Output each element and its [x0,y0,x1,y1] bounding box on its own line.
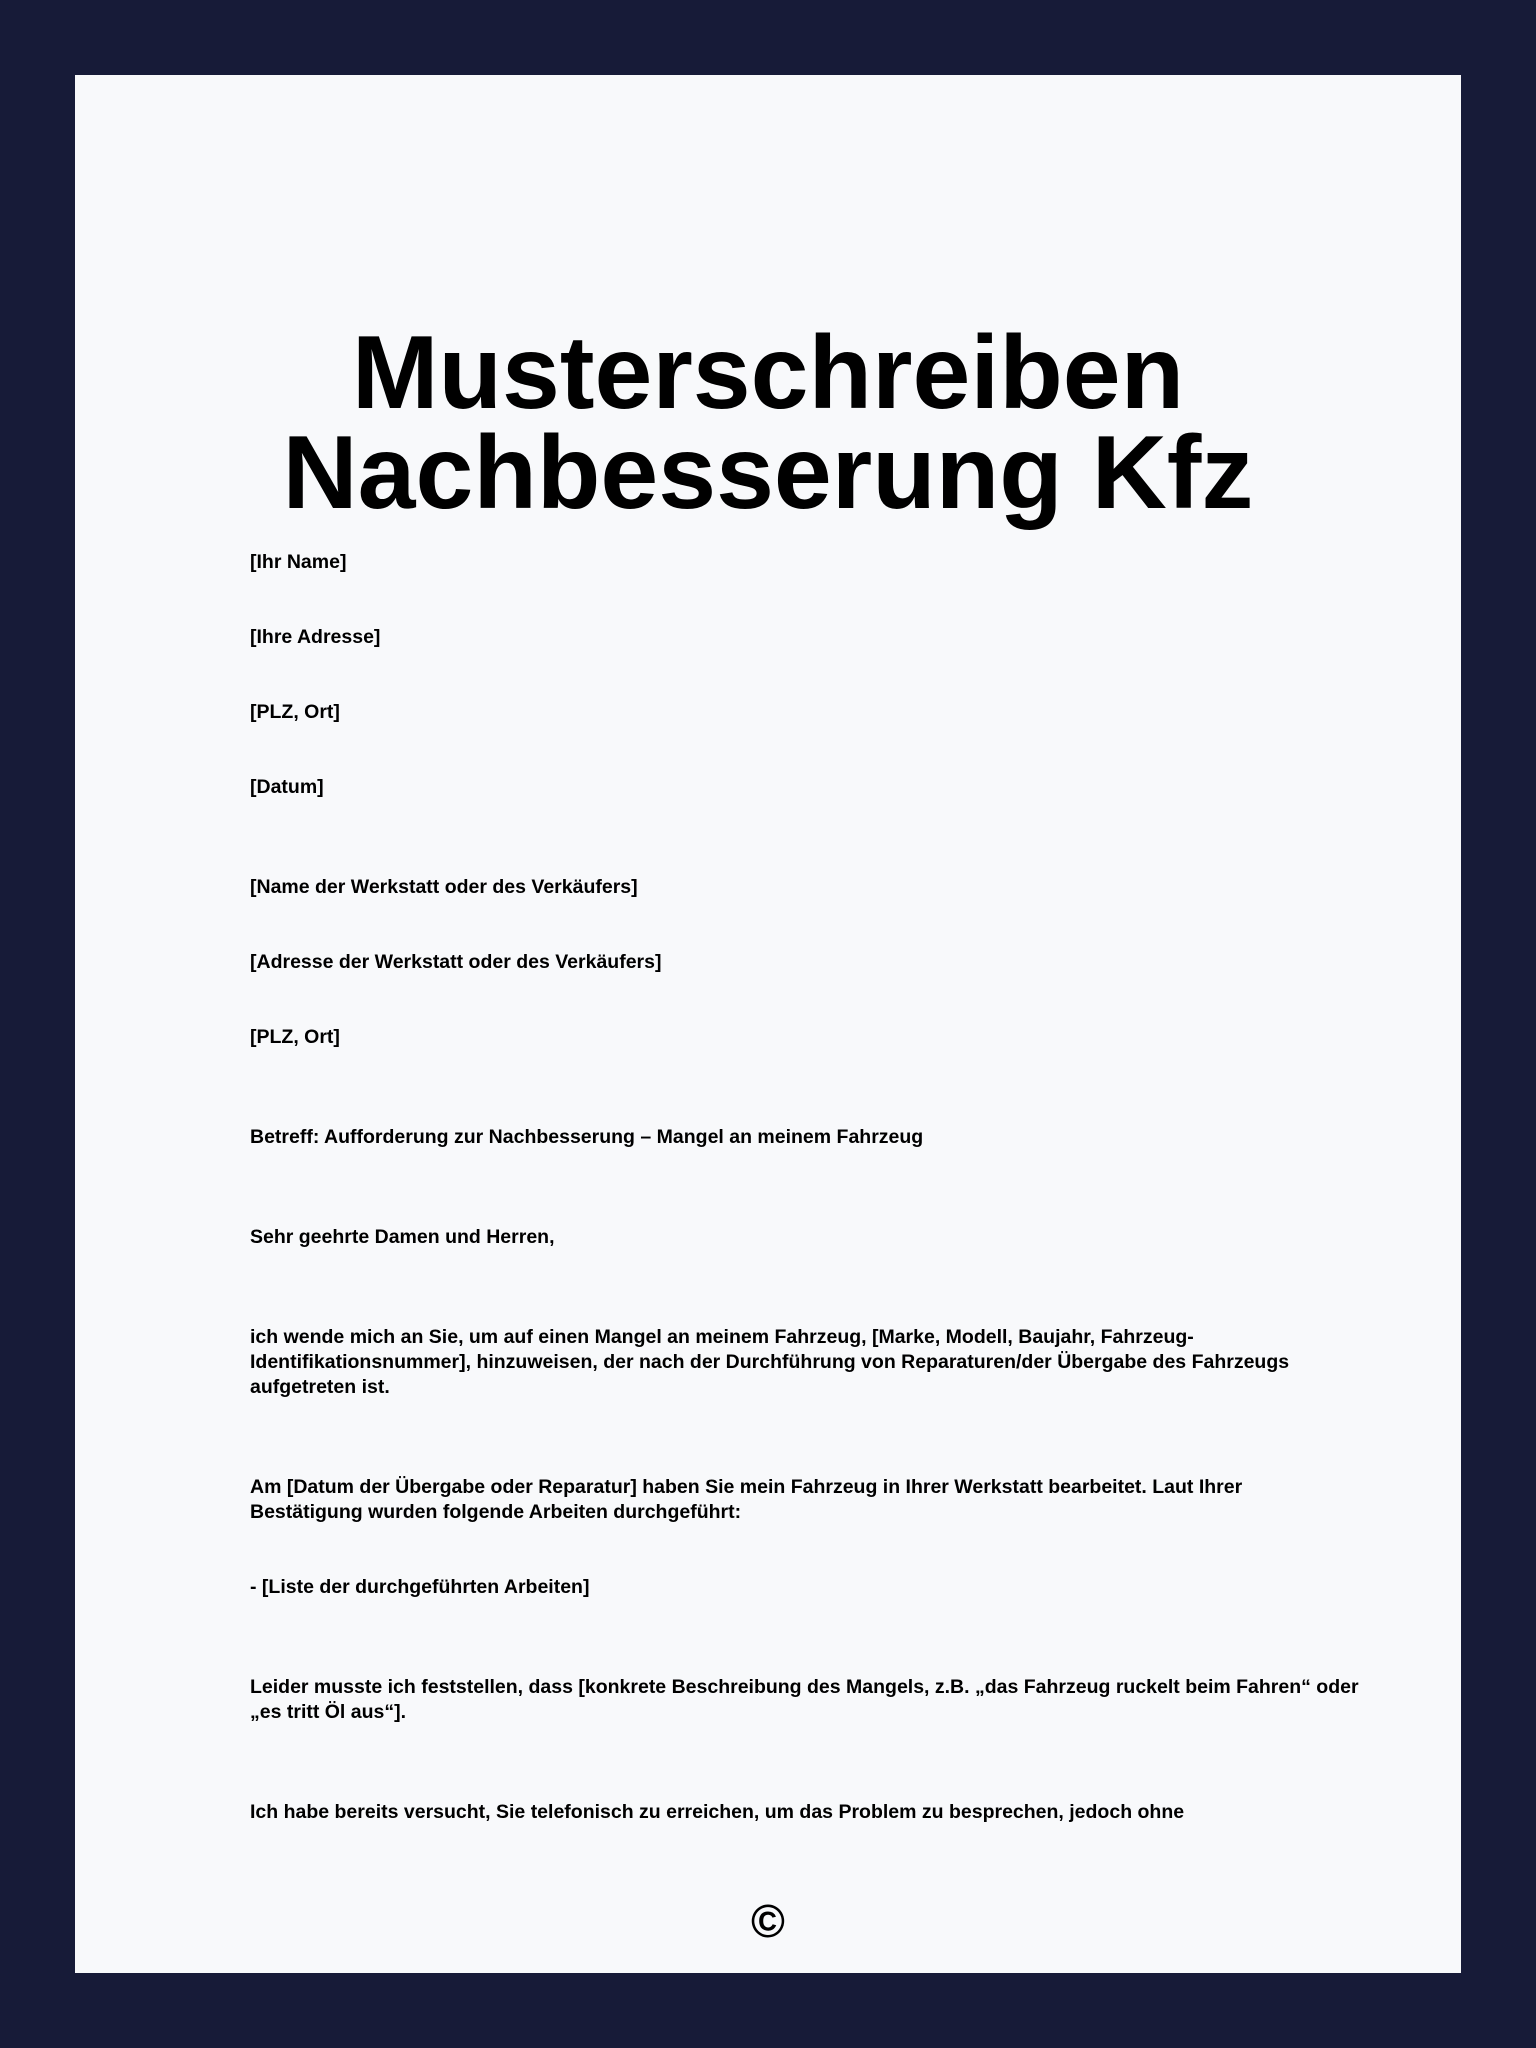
title-line-1: Musterschreiben [351,315,1185,431]
document-page [75,75,1461,1973]
paragraph: ich wende mich an Sie, um auf einen Mangel an meinem Fahrzeug, [Marke, Modell, Baujahr, Fahrzeug-Identifikationsnummer], hinzuweisen, der nach der Durchführung von Reparaturen/der Übergabe des Fahrzeugs aufgetreten ist. [250,1326,1290,1398]
list-item: - [Liste der durchgeführten Arbeiten] [250,1576,590,1598]
subject-line: Betreff: Aufforderung zur Nachbesserung – Mangel an meinem Fahrzeug [250,1126,924,1148]
salutation: Sehr geehrte Damen und Herren, [250,1226,555,1248]
copyright-icon: © [751,1895,785,1947]
sender-city: [PLZ, Ort] [250,701,340,723]
letter-date: [Datum] [250,776,324,798]
sender-name: [Ihr Name] [250,551,347,573]
recipient-address: [Adresse der Werkstatt oder des Verkäufers] [250,951,662,973]
sender-address: [Ihre Adresse] [250,626,381,648]
paragraph: Leider musste ich feststellen, dass [konkrete Beschreibung des Mangels, z.B. „das Fahrzeug ruckelt beim Fahren“ oder „es tritt Öl aus“]. [250,1676,1359,1723]
recipient-city: [PLZ, Ort] [250,1026,340,1048]
document-title [75,315,1461,531]
title-line-2: Nachbesserung Kfz [282,415,1254,531]
paragraph: Am [Datum der Übergabe oder Reparatur] haben Sie mein Fahrzeug in Ihrer Werkstatt bearbeitet. Laut Ihrer Bestätigung wurden folgende Arbeiten durchgeführt: [250,1476,1243,1523]
recipient-name: [Name der Werkstatt oder des Verkäufers] [250,876,638,898]
paragraph: Ich habe bereits versucht, Sie telefonisch zu erreichen, um das Problem zu besprechen, jedoch ohne [250,1801,1185,1823]
